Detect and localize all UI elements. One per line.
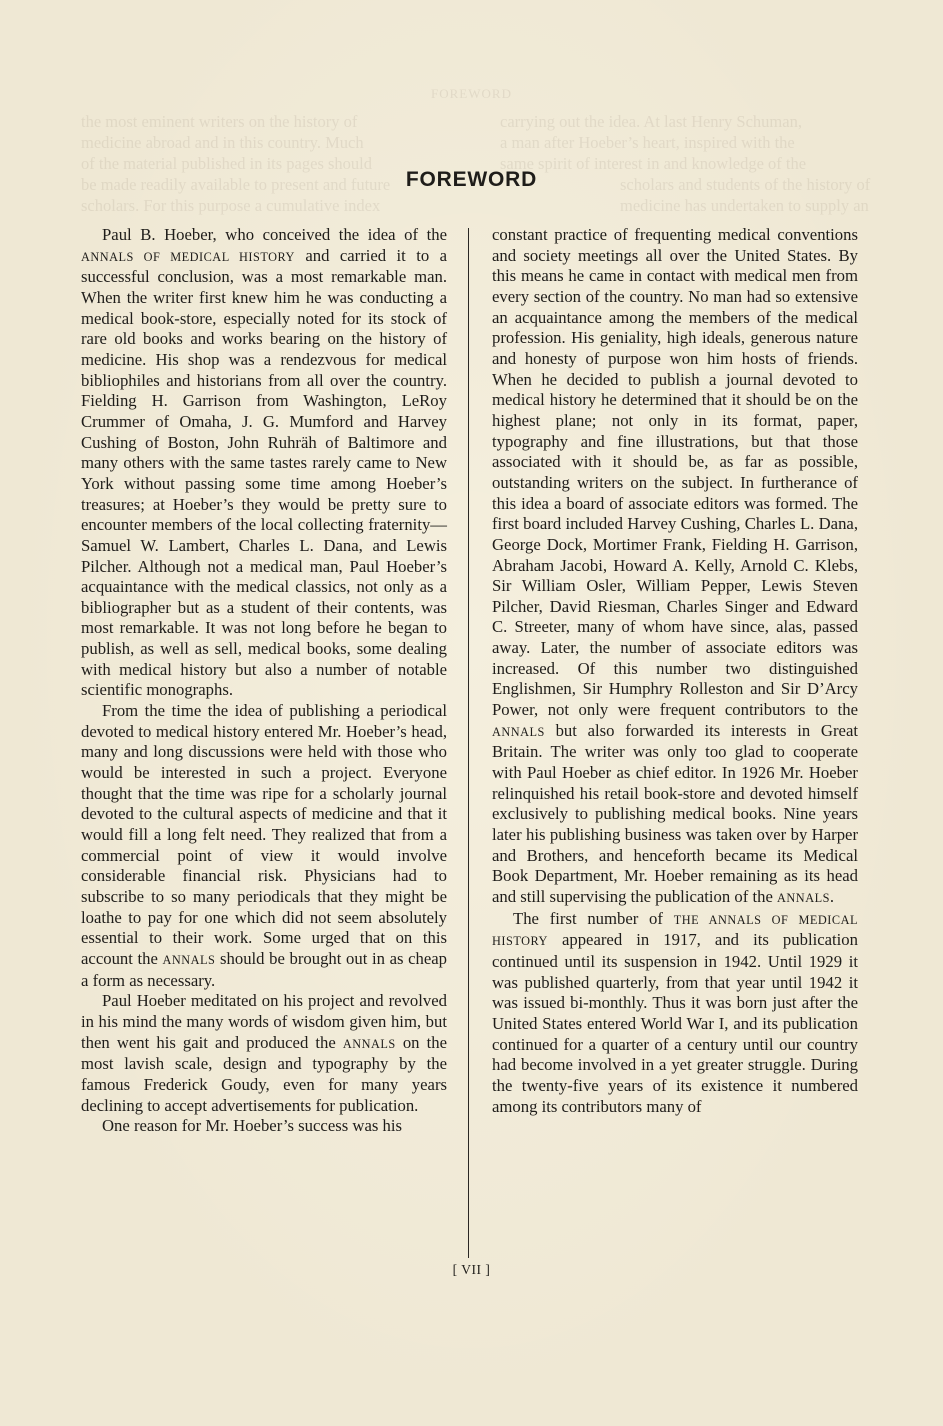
show-through-line: medicine abroad and in this country. Much [81, 133, 364, 152]
page-number: [ VII ] [452, 1262, 491, 1277]
journal-name: ANNALS [492, 724, 545, 739]
journal-name: ANNALS OF MEDICAL HISTORY [81, 249, 295, 264]
text-run: but also forwarded its interests in Great Britain. The writer was only too glad to cooperate with Paul Hoeber as chief editor. In 1926 Mr. Hoeber relinquished his retail book-store and devoted himself exclusively to publishing medical books. Nine years later his publishing business was taken over by Harper and Brothers, and henceforth became its Medical Book Department, Mr. Hoeber remaining as its head and still supervising the publication of the [492, 720, 858, 906]
show-through-line: the most eminent writers on the history of [81, 112, 358, 131]
show-through-line: scholars and students of the history of [620, 175, 871, 194]
column-divider [468, 228, 469, 1258]
text-run: Paul Hoeber meditated on his project and revolved in his mind the many words of wisdom given him, but then went his gait and produced the [81, 991, 447, 1052]
text-run: From the time the idea of publishing a periodical devoted to medical history entered Mr. Hoeber’s head, many and long discussions were held with those who would be interested in such a project. Everyone thought that the time was ripe for a scholarly journal devoted to the cultural aspects of medicine and that it would fill a long felt need. They realized that from a commercial point of view it would involve considerable financial risk. Physicians had to subscribe to so many periodicals that they might be loathe to pay for one which did not seem absolutely essential to their work. Some urged that on this account the [81, 701, 447, 968]
text-run: constant practice of frequenting medical conventions and society meetings all over the United States. By this means he came in contact with medical men from every section of the country. No man had so extensive an acquaintance among the members of the medical profession. His geniality, high ideals, generous nature and honesty of purpose won him hosts of friends. When he decided to publish a journal devoted to medical history he determined that it should be on the highest plane; not only in its format, paper, typography and fine illustrations, but that those associated with it should be, as far as possible, outstanding writers on the subject. In furtherance of this idea a board of associate editors was formed. The first board included Harvey Cushing, Charles L. Dana, George Dock, Mortimer Frank, Fielding H. Garrison, Abraham Jacobi, Howard A. Kelly, Arnold C. Klebs, Sir William Osler, William Pepper, Lewis Steven Pilcher, David Riesman, Charles Singer and Edward C. Streeter, many of whom have since, alas, passed away. Later, the number of associate editors was increased. Of this number two distinguished Englishmen, Sir Humphry Rolleston and Sir D’Arcy Power, not only were frequent contributors to the [492, 225, 858, 720]
paragraph [81, 225, 447, 701]
paragraph [492, 225, 858, 909]
left-column [81, 225, 447, 1137]
text-run: One reason for Mr. Hoeber’s success was his [102, 1116, 402, 1136]
show-through-line: scholars. For this purpose a cumulative index [81, 196, 381, 215]
show-through-title: FOREWORD [431, 86, 512, 101]
text-run: The first number of [513, 908, 674, 928]
show-through-line: be made readily available to present and future [81, 175, 391, 194]
journal-name: THE ANNALS OF MEDICAL HISTORY [492, 912, 858, 949]
text-run: on the most lavish scale, design and typography by the famous Frederick Goudy, even for many years declining to accept advertisements for publication. [81, 1032, 447, 1115]
journal-name: ANNALS [342, 1036, 396, 1051]
right-column [492, 225, 858, 1117]
show-through-line: carrying out the idea. At last Henry Schuman, [500, 112, 802, 131]
show-through-line: same spirit of interest in and knowledge of the [500, 154, 807, 173]
paragraph [81, 701, 447, 991]
text-run: appeared in 1917, and its publication continued until its suspension in 1942. Until 1929 it was published quarterly, from that year until 1942 it was issued bi-monthly. Thus it was born just after the United States entered World War I, and its publication continued for a quarter of a century until our country had become involved in a yet greater struggle. During the twenty-five years of its existence it numbered among its contributors many of [492, 930, 858, 1116]
paragraph [81, 991, 447, 1116]
text-run: . [829, 887, 835, 906]
journal-name: ANNALS [162, 952, 216, 967]
journal-name: ANNALS [777, 891, 830, 905]
text-run: should be brought out in as cheap a form as necessary. [81, 948, 447, 990]
page-title: FOREWORD [405, 168, 538, 191]
paragraph [81, 1116, 447, 1137]
show-through-line: a man after Hoeber’s heart, inspired with the [500, 133, 795, 152]
show-through-line: medicine has undertaken to supply an [620, 196, 869, 215]
paragraph [492, 909, 858, 1118]
text-run: and carried it to a successful conclusion, was a most remarkable man. When the writer first knew him he was conducting a medical book-store, especially noted for its stock of rare old books and works bearing on the history of medicine. His shop was a rendezvous for medical bibliophiles and historians from all over the country. Fielding H. Garrison from Washington, LeRoy Crummer of Omaha, J. G. Mumford and Harvey Cushing of Boston, John Ruhräh of Baltimore and many others with the same tastes rarely came to New York without passing some time among Hoeber’s treasures; at Hoeber’s they would be pretty sure to encounter members of the local collecting fraternity—Samuel W. Lambert, Charles L. Dana, and Lewis Pilcher. Although not a medical man, Paul Hoeber’s acquaintance with the medical classics, not only as a bibliographer but as a student of their contents, was most remarkable. It was not long before he began to publish, as well as sell, medical books, some dealing with medical history but also a number of notable scientific monographs. [81, 245, 447, 700]
show-through-line: of the material published in its pages should [81, 154, 372, 173]
text-run: Paul B. Hoeber, who conceived the idea of the [102, 225, 447, 244]
